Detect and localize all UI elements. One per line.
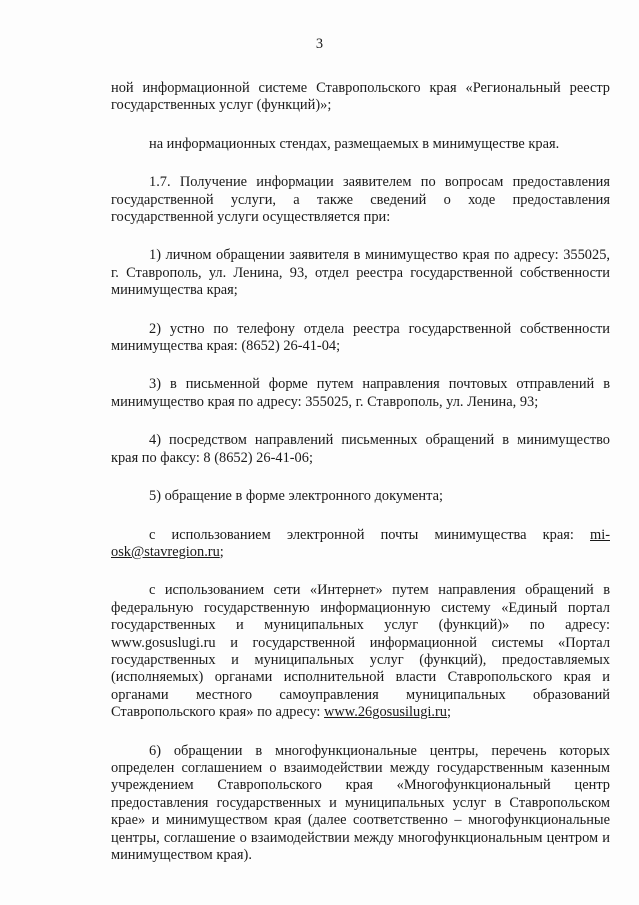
paragraph-email	[111, 527, 610, 562]
document-body	[111, 80, 610, 885]
page-number: 3	[315, 36, 324, 52]
internet-text: с использованием сети «Интернет» путем направления обращений в федеральную государственную информационную систему «Единый портал государственных и муниципальных услуг (функций)» по адресу: www.gosuslugi.ru и государственной информационной системы «Портал государственных и муниципальных услуг (функций), предоставляемых (исполняемых) органами исполнительной власти Ставропольского края и органами местного самоуправления муниципальных образований Ставропольского края» по адресу:	[111, 582, 610, 721]
paragraph-item-4: 4) посредством направлений письменных обращений в минимущество края по факсу: 8 (8652) 26-41-06;	[111, 432, 610, 466]
email-suffix: ;	[219, 543, 224, 560]
email-link[interactable]: mi-osk@stavregion.ru	[111, 526, 610, 560]
paragraph-section-1-7: 1.7. Получение информации заявителем по вопросам предоставления государственной услуги, а также сведений о ходе предоставления государственной услуги осуществляется при:	[111, 174, 610, 226]
paragraph-item-2: 2) устно по телефону отдела реестра государственной собственности минимущества края: (8652) 26-41-04;	[111, 320, 610, 355]
paragraph-item-6: 6) обращении в многофункциональные центры, перечень которых определен соглашением о взаимодействии между государственным казенным учреждением Ставропольского края «Многофункциональный центр предоставления государственных и муниципальных услуг в Ставропольском крае» и минимуществом края (далее соответственно – многофункциональные центры, соглашение о взаимодействии между многофункциональным центром и минимуществом края).	[111, 742, 610, 863]
paragraph-info-stands: на информационных стендах, размещаемых в минимуществе края.	[149, 135, 560, 152]
paragraph-item-3: 3) в письменной форме путем направления почтовых отправлений в минимущество края по адресу: 355025, г. Ставрополь, ул. Ленина, 93;	[111, 376, 610, 410]
paragraph-item-1: 1) личном обращении заявителя в минимущество края по адресу: 355025, г. Ставрополь, ул. Ленина, 93, отдел реестра государственной собственности минимущества края;	[111, 247, 610, 299]
portal-link[interactable]: www.26gosusilugi.ru	[324, 704, 448, 721]
paragraph-item-5: 5) обращение в форме электронного документа;	[149, 488, 443, 505]
email-prefix: с использованием электронной почты минимущества края:	[149, 526, 591, 543]
internet-suffix: ;	[447, 704, 452, 721]
paragraph-internet	[111, 582, 610, 721]
paragraph-continuation: ной информационной системе Ставропольского края «Региональный реестр государственных услуг (функций)»;	[111, 80, 610, 114]
